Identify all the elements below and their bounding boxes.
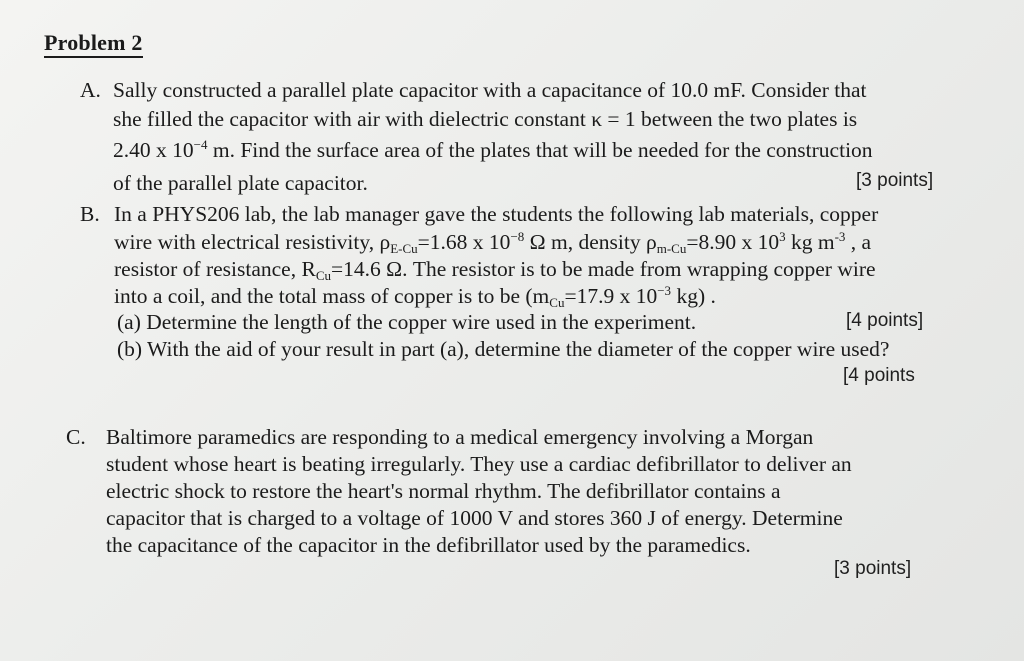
- part-b-label: B.: [80, 202, 100, 226]
- part-a-line-3: 2.40 x $10^{-4}$ m. Find the surface area of the plates that will be needed for the construction: [113, 137, 873, 162]
- part-c-label: C.: [66, 425, 86, 449]
- problem-title: Problem 2: [44, 30, 143, 58]
- part-c-line-5: the capacitance of the capacitor in the defibrillator used by the paramedics.: [106, 533, 751, 557]
- part-b-question-a-points: [4 points]: [846, 310, 924, 331]
- part-c-line-1: Baltimore paramedics are responding to a medical emergency involving a Morgan: [106, 425, 814, 449]
- part-c-points: [3 points]: [834, 558, 912, 579]
- part-b-line-4: into a coil, and the total mass of copper is to be ($m_{Cu}=17.9$ x $10^{-3}$ kg) .: [114, 283, 716, 310]
- part-a-label: A.: [80, 78, 101, 102]
- part-c-line-2: student whose heart is beating irregularly. They use a cardiac defibrillator to deliver an: [106, 452, 852, 476]
- part-c-line-4: capacitor that is charged to a voltage of 1000 V and stores 360 J of energy. Determine: [106, 506, 843, 530]
- part-b-question-b: (b) With the aid of your result in part (a), determine the diameter of the copper wire used?: [117, 337, 890, 361]
- part-b-line-3: resistor of resistance, $R_{Cu}=14.6$ Ω. The resistor is to be made from wrapping copper wire: [114, 257, 876, 283]
- part-b-question-a: (a) Determine the length of the copper wire used in the experiment.: [117, 310, 697, 334]
- part-b-line-1: In a PHYS206 lab, the lab manager gave the students the following lab materials, copper: [114, 202, 879, 226]
- part-a-points: [3 points]: [856, 170, 934, 191]
- part-c-line-3: electric shock to restore the heart's normal rhythm. The defibrillator contains a: [106, 479, 781, 503]
- part-a-line-4: of the parallel plate capacitor.: [113, 171, 368, 195]
- part-a-line-1: Sally constructed a parallel plate capacitor with a capacitance of 10.0 mF. Consider that: [113, 78, 867, 102]
- part-b-question-b-points: [4 points: [843, 365, 915, 386]
- part-a-line-2: she filled the capacitor with air with dielectric constant κ = 1 between the two plates is: [113, 107, 858, 131]
- part-b-line-2: wire with electrical resistivity, $\rho_{E-Cu}=1.68$ x $10^{-8}$ Ω m, density $\rho_{m-Cu}=8.90$ x $10^3$ kg $m^{-3}$ , a: [114, 229, 872, 256]
